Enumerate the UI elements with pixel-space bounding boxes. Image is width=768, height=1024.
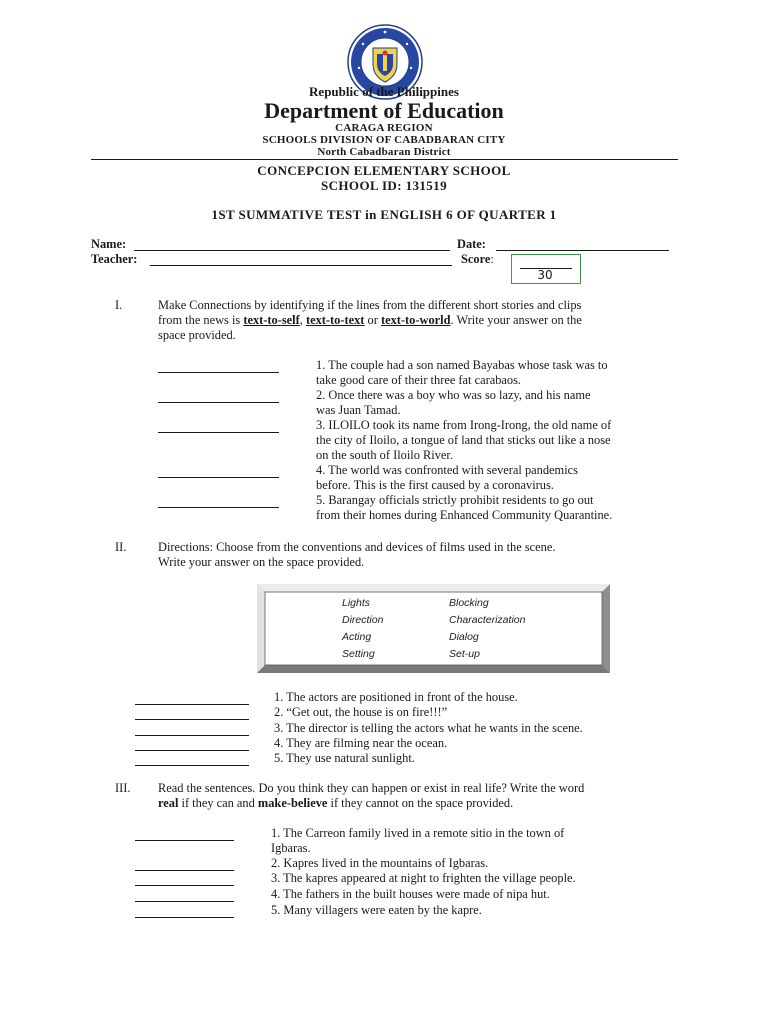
section2-answer-blank[interactable] bbox=[135, 719, 249, 720]
header-school-name: CONCEPCION ELEMENTARY SCHOOL bbox=[257, 163, 511, 178]
section1-item-line: 2. Once there was a boy who was so lazy, and his name bbox=[316, 388, 591, 402]
section3-answer-blank[interactable] bbox=[135, 840, 234, 841]
section1-answer-blank[interactable] bbox=[158, 432, 279, 433]
section3-item-line: 3. The kapres appeared at night to frighten the village people. bbox=[271, 871, 576, 885]
film-choice: Dialog bbox=[449, 631, 479, 643]
section2-instruction-line1: Directions: Choose from the conventions and devices of films used in the scene. bbox=[158, 540, 556, 554]
film-choice: Blocking bbox=[449, 597, 489, 609]
section1-item-line: 1. The couple had a son named Bayabas whose task was to bbox=[316, 358, 608, 372]
section2-number: II. bbox=[115, 540, 127, 554]
section3-item-line: 5. Many villagers were eaten by the kapre. bbox=[271, 903, 482, 917]
section1-answer-blank[interactable] bbox=[158, 507, 279, 508]
section1-item-line: before. This is the first caused by a coronavirus. bbox=[316, 478, 554, 492]
film-conventions-box bbox=[257, 584, 610, 673]
date-field[interactable] bbox=[496, 250, 669, 251]
section2-item: 5. They use natural sunlight. bbox=[274, 751, 415, 765]
section3-item-line: 1. The Carreon family lived in a remote sitio in the town of bbox=[271, 826, 565, 840]
header-divider bbox=[91, 159, 678, 160]
header-department: Department of Education bbox=[264, 98, 504, 123]
term-text-to-self: text-to-self bbox=[243, 313, 300, 327]
section2-item: 1. The actors are positioned in front of the house. bbox=[274, 690, 518, 704]
section3-item-line: Igbaras. bbox=[271, 841, 311, 855]
term-text-to-text: text-to-text bbox=[305, 313, 365, 327]
section3-item-line: 2. Kapres lived in the mountains of Igbaras. bbox=[271, 856, 489, 870]
section1-instruction-line3: space provided. bbox=[158, 328, 236, 342]
header-district: North Cabadbaran District bbox=[317, 146, 451, 158]
section1-instruction-line1: Make Connections by identifying if the lines from the different short stories and clips bbox=[158, 298, 582, 312]
section3-instruction-line1: Read the sentences. Do you think they can happen or exist in real life? Write the word bbox=[158, 781, 585, 795]
section2-item: 2. “Get out, the house is on fire!!!” bbox=[274, 705, 448, 719]
section2-item: 4. They are filming near the ocean. bbox=[274, 736, 448, 750]
section1-item-line: 3. ILOILO took its name from Irong-Irong, the old name of bbox=[316, 418, 612, 432]
score-label: Score bbox=[461, 252, 491, 266]
section2-answer-blank[interactable] bbox=[135, 765, 249, 766]
section2-answer-blank[interactable] bbox=[135, 735, 249, 736]
section3-answer-blank[interactable] bbox=[135, 901, 234, 902]
section1-item-line: from their homes during Enhanced Community Quarantine. bbox=[316, 508, 613, 522]
section1-item-line: 5. Barangay officials strictly prohibit residents to go out bbox=[316, 493, 594, 507]
film-choice: Characterization bbox=[449, 614, 526, 626]
term-text-to-world: text-to-world bbox=[380, 313, 451, 327]
score-colon: : bbox=[490, 252, 494, 266]
section1-number: I. bbox=[115, 298, 123, 312]
test-title: 1ST SUMMATIVE TEST in ENGLISH 6 OF QUARTER 1 bbox=[211, 207, 557, 222]
section3-answer-blank[interactable] bbox=[135, 885, 234, 886]
name-label: Name: bbox=[91, 237, 127, 251]
film-choice: Acting bbox=[342, 631, 372, 643]
teacher-label: Teacher: bbox=[91, 252, 138, 266]
section1-item-line: take good care of their three fat carabaos. bbox=[316, 373, 522, 387]
film-choice: Set-up bbox=[449, 648, 480, 660]
section3-answer-blank[interactable] bbox=[135, 870, 234, 871]
section1-instruction-line2: from the news is text-to-self, text-to-text or text-to-world. Write your answer on the bbox=[158, 313, 582, 327]
section1-item-line: was Juan Tamad. bbox=[316, 403, 401, 417]
section3-number: III. bbox=[115, 781, 131, 795]
header-republic: Republic of the Philippines bbox=[309, 84, 459, 99]
score-label-wrap bbox=[461, 252, 494, 267]
header-division: SCHOOLS DIVISION OF CABADBARAN CITY bbox=[262, 134, 506, 146]
date-label: Date: bbox=[457, 237, 486, 251]
name-field[interactable] bbox=[134, 250, 450, 251]
section2-instruction-line2: Write your answer on the space provided. bbox=[158, 555, 365, 569]
section2-answer-blank[interactable] bbox=[135, 704, 249, 705]
term-make-believe: make-believe bbox=[257, 796, 328, 810]
section1-item-line: on the south of Iloilo River. bbox=[316, 448, 453, 462]
film-choice: Lights bbox=[342, 597, 371, 609]
film-choice: Setting bbox=[342, 648, 375, 660]
section2-item: 3. The director is telling the actors what he wants in the scene. bbox=[274, 721, 583, 735]
term-real: real bbox=[158, 796, 179, 810]
score-total: 30 bbox=[537, 268, 553, 282]
section1-answer-blank[interactable] bbox=[158, 372, 279, 373]
section3-item-line: 4. The fathers in the built houses were made of nipa hut. bbox=[271, 887, 550, 901]
teacher-field[interactable] bbox=[150, 265, 452, 266]
section3-instruction-line2: real if they can and make-believe if they cannot on the space provided. bbox=[158, 796, 514, 810]
section1-item-line: the city of Iloilo, a tongue of land that sticks out like a nose bbox=[316, 433, 611, 447]
section1-answer-blank[interactable] bbox=[158, 402, 279, 403]
section3-answer-blank[interactable] bbox=[135, 917, 234, 918]
header-school-id: SCHOOL ID: 131519 bbox=[321, 178, 447, 193]
film-choice: Direction bbox=[342, 614, 384, 626]
header-region: CARAGA REGION bbox=[335, 122, 433, 134]
section1-answer-blank[interactable] bbox=[158, 477, 279, 478]
section2-answer-blank[interactable] bbox=[135, 750, 249, 751]
section1-item-line: 4. The world was confronted with several pandemics bbox=[316, 463, 578, 477]
